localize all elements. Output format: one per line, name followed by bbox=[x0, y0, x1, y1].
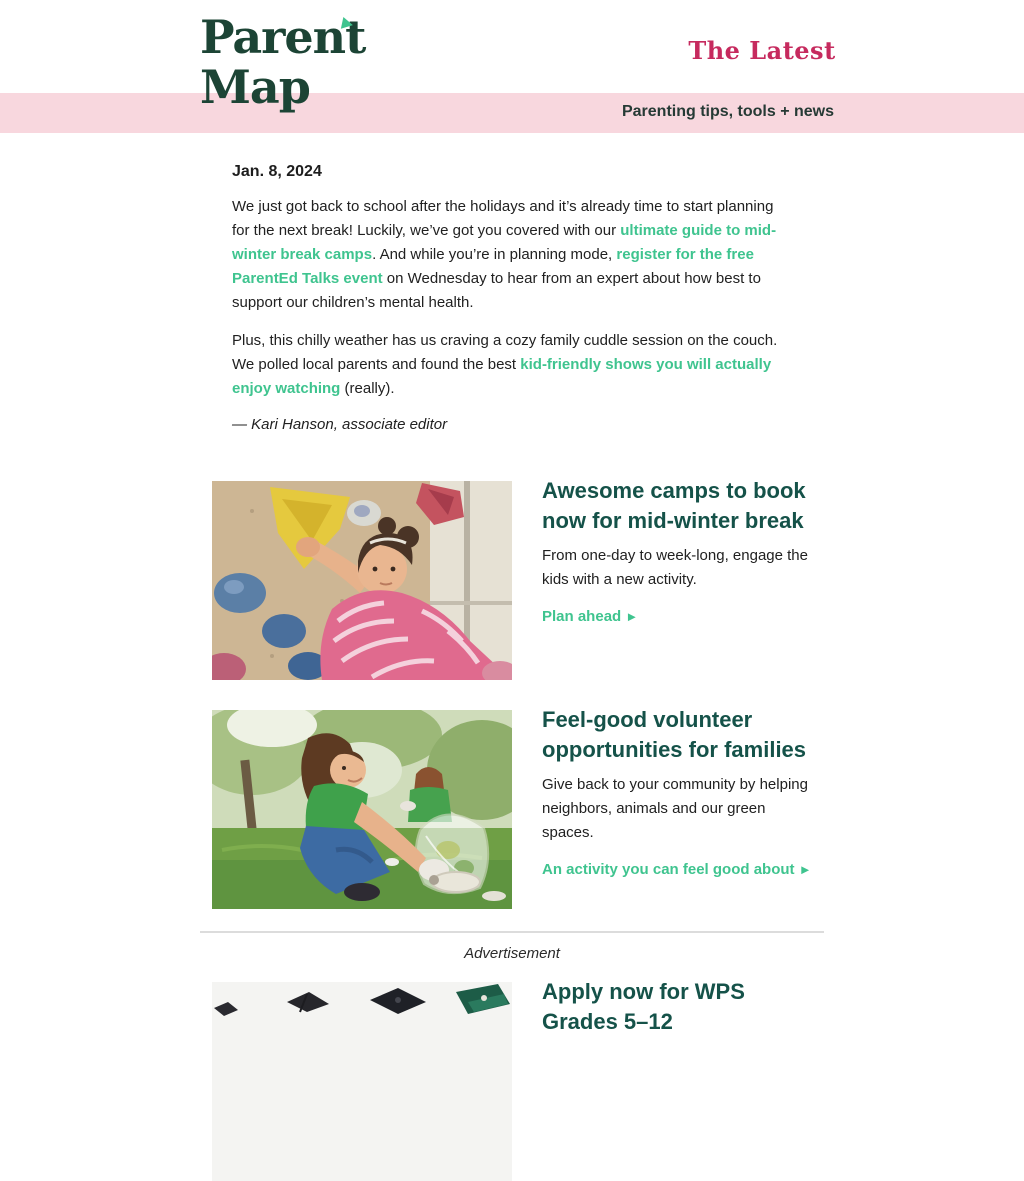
newsletter-tagline: Parenting tips, tools + news bbox=[621, 103, 835, 120]
climbing-wall-illustration bbox=[212, 481, 512, 680]
cta-label: An activity you can feel good about bbox=[542, 861, 795, 878]
play-arrow-icon: ► bbox=[798, 862, 812, 877]
header bbox=[0, 0, 1024, 133]
link-parented-talks[interactable]: register for the free ParentEd Talks event bbox=[232, 246, 754, 287]
paragraph-text: We just got back to school after the holidays and it’s already time to start planning for the next break! Luckily, we’ve got you covered with our bbox=[232, 198, 774, 239]
paragraph-text: Plus, this chilly weather has us craving a cozy family cuddle session on the couch. We polled local parents and found the best bbox=[232, 332, 778, 373]
parentmap-logo[interactable] bbox=[200, 12, 365, 112]
logo-line-2: Map bbox=[200, 60, 310, 114]
logo-line-1: Parent bbox=[200, 10, 366, 64]
paragraph-text: (really). bbox=[340, 380, 395, 397]
article-wps-ad bbox=[200, 979, 824, 1181]
issue-date: Jan. 8, 2024 bbox=[232, 163, 322, 180]
article-title[interactable]: Awesome camps to book now for mid-winter break bbox=[542, 478, 806, 533]
article-title[interactable]: Feel-good volunteer opportunities for families bbox=[542, 707, 807, 762]
article-cta-feel-good[interactable] bbox=[542, 861, 818, 878]
article-image-girl-climbing-wall[interactable] bbox=[212, 481, 512, 680]
editor-byline: — Kari Hanson, associate editor bbox=[232, 416, 448, 433]
intro-paragraph-2 bbox=[232, 329, 783, 401]
article-cta-plan-ahead[interactable] bbox=[542, 608, 818, 625]
advertisement-label: Advertisement bbox=[464, 945, 560, 962]
section-divider bbox=[200, 931, 824, 933]
volunteering-illustration bbox=[212, 710, 512, 909]
cta-label: Plan ahead bbox=[542, 608, 622, 625]
article-image-family-volunteering[interactable] bbox=[212, 710, 512, 909]
play-arrow-icon: ► bbox=[625, 609, 639, 624]
paragraph-text: on Wednesday to hear from an expert about how best to support our children’s mental health. bbox=[232, 270, 761, 311]
link-kid-friendly-shows[interactable]: kid-friendly shows you will actually enjoy watching bbox=[232, 356, 772, 397]
graduation-caps-illustration bbox=[212, 982, 512, 1181]
article-title[interactable]: Apply now for WPS Grades 5–12 bbox=[542, 979, 745, 1034]
intro-paragraph-1 bbox=[232, 195, 783, 315]
article-description: From one-day to week-long, engage the kids with a new activity. bbox=[542, 547, 808, 588]
paragraph-text: . And while you’re in planning mode, bbox=[372, 246, 617, 263]
edition-title: The Latest bbox=[688, 36, 836, 65]
article-volunteer bbox=[200, 707, 824, 909]
main-content bbox=[200, 163, 824, 1181]
article-camps bbox=[200, 478, 824, 680]
article-text-block bbox=[542, 478, 818, 625]
article-description: Give back to your community by helping neighbors, animals and our green spaces. bbox=[542, 776, 808, 841]
article-text-block bbox=[542, 979, 818, 1037]
article-text-block bbox=[542, 707, 818, 878]
article-image-graduation-caps[interactable] bbox=[212, 982, 512, 1181]
link-mid-winter-camps[interactable]: ultimate guide to mid-winter break camps bbox=[232, 222, 777, 263]
